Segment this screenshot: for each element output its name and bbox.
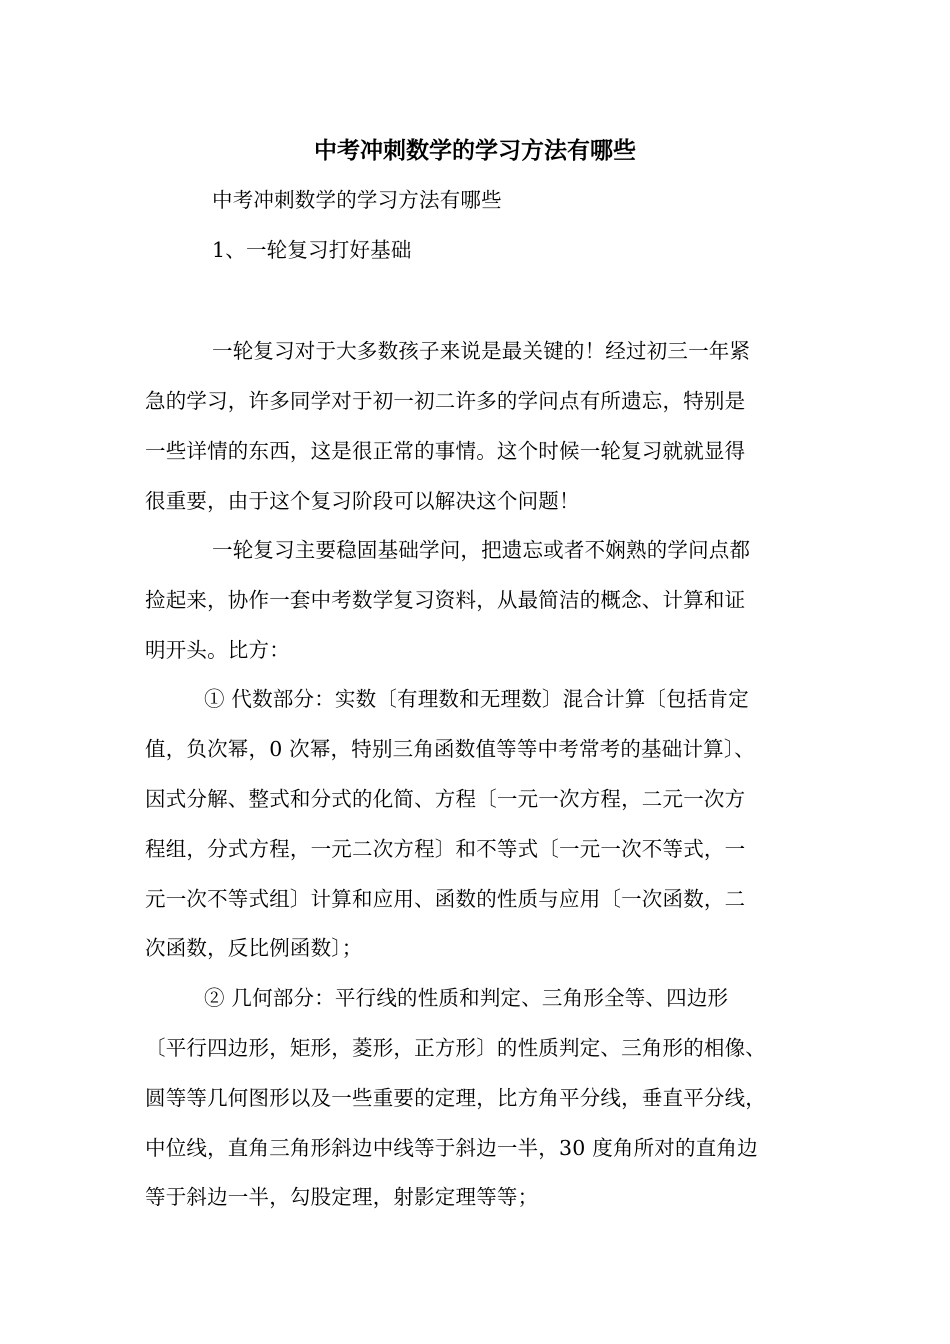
paragraph-line: 一轮复习主要稳固基础学问，把遗忘或者不娴熟的学问点都 — [212, 538, 751, 562]
paragraph-line: 元一次不等式组〕计算和应用、函数的性质与应用〔一次函数，二 — [145, 887, 746, 911]
paragraph-line: 圆等等几何图形以及一些重要的定理，比方角平分线，垂直平分线， — [145, 1086, 766, 1110]
paragraph-line: 很重要，由于这个复习阶段可以解决这个问题！ — [145, 489, 580, 513]
paragraph-line: 明开头。比方： — [145, 638, 290, 662]
paragraph-line: ① 代数部分：实数〔有理数和无理数〕混合计算〔包括肯定 — [204, 687, 749, 711]
paragraph-line: 值，负次幂，0 次幂，特别三角函数值等等中考常考的基础计算〕、 — [145, 737, 756, 761]
section-heading: 1、一轮复习打好基础 — [212, 238, 412, 262]
paragraph-line: 因式分解、整式和分式的化简、方程〔一元一次方程，二元一次方 — [145, 787, 746, 811]
paragraph-line: 一些详情的东西，这是很正常的事情。这个时候一轮复习就就显得 — [145, 439, 746, 463]
paragraph-line: 程组，分式方程，一元二次方程〕和不等式〔一元一次不等式，一 — [145, 837, 746, 861]
paragraph-line: 等于斜边一半，勾股定理，射影定理等等； — [145, 1185, 539, 1209]
paragraph-line: 捡起来，协作一套中考数学复习资料，从最简洁的概念、计算和证 — [145, 588, 746, 612]
document-title: 中考冲刺数学的学习方法有哪些 — [314, 137, 636, 164]
document-subtitle: 中考冲刺数学的学习方法有哪些 — [212, 188, 502, 212]
paragraph-line: 〔平行四边形，矩形，菱形，正方形〕的性质判定、三角形的相像、 — [145, 1036, 766, 1060]
paragraph-line: 一轮复习对于大多数孩子来说是最关键的！经过初三一年紧 — [212, 339, 751, 363]
paragraph-line: ② 几何部分：平行线的性质和判定、三角形全等、四边形 — [204, 986, 729, 1010]
paragraph-line: 急的学习，许多同学对于初一初二许多的学问点有所遗忘，特别是 — [145, 389, 746, 413]
paragraph-line: 中位线，直角三角形斜边中线等于斜边一半，30 度角所对的直角边 — [145, 1136, 758, 1160]
paragraph-line: 次函数，反比例函数〕； — [145, 936, 363, 960]
